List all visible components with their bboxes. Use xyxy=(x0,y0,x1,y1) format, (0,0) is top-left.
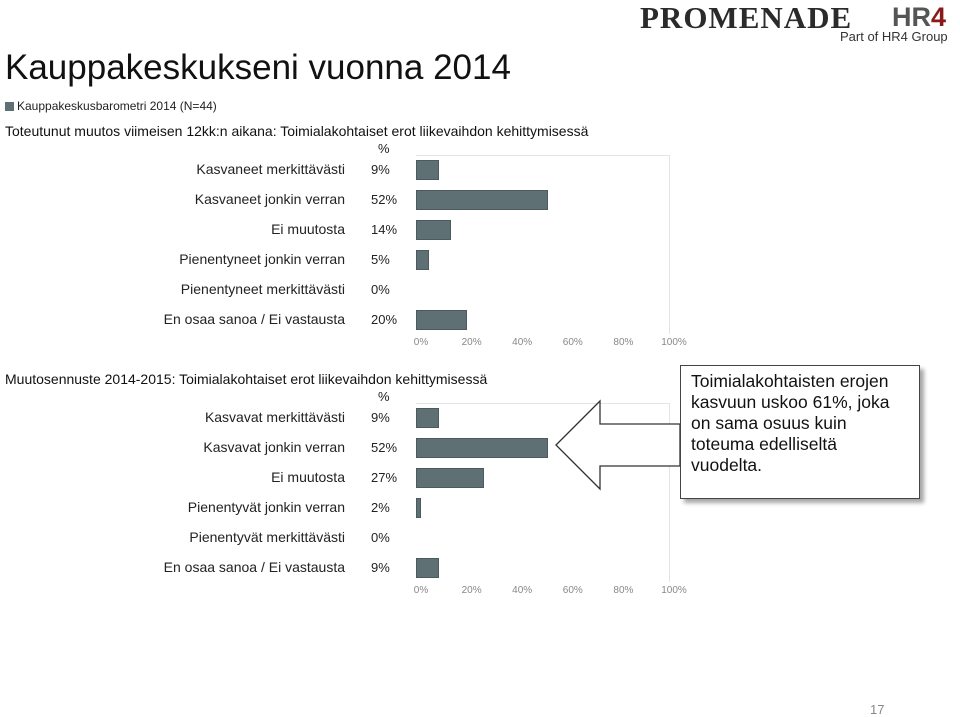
legend-square-icon xyxy=(5,102,14,111)
page-title: Kauppakeskukseni vuonna 2014 xyxy=(5,48,511,87)
page-number: 17 xyxy=(870,702,885,717)
logo-wordmark: PROMENADE xyxy=(640,0,853,35)
value-label: 14% xyxy=(371,222,398,237)
category-label: Kasvavat jonkin verran xyxy=(203,439,345,455)
bar xyxy=(416,250,429,270)
x-tick-label: 100% xyxy=(661,585,687,596)
x-tick-label: 40% xyxy=(512,337,533,348)
value-label: 2% xyxy=(371,500,390,515)
x-tick-label: 80% xyxy=(613,337,634,348)
subtitle xyxy=(5,99,217,113)
chart-1-percent-header: % xyxy=(378,141,390,156)
x-tick-label: 80% xyxy=(613,585,634,596)
category-label: Pienentyvät jonkin verran xyxy=(187,499,345,515)
plot-frame xyxy=(416,155,670,334)
callout-box: Toimialakohtaisten erojen kasvuun uskoo 61%, joka on sama osuus kuin toteuma edelliseltä vuodelta. xyxy=(680,365,920,499)
value-label: 0% xyxy=(371,282,390,297)
value-label: 9% xyxy=(371,560,390,575)
x-tick-label: 60% xyxy=(562,337,583,348)
value-label: 9% xyxy=(371,162,390,177)
category-label: Pienentyneet jonkin verran xyxy=(179,251,345,267)
category-label: En osaa sanoa / Ei vastausta xyxy=(163,559,345,575)
x-tick-label: 0% xyxy=(413,585,429,596)
bar xyxy=(416,190,548,210)
value-label: 52% xyxy=(371,440,398,455)
subtitle-text: Kauppakeskusbarometri 2014 (N=44) xyxy=(17,99,217,113)
bar xyxy=(416,160,439,180)
x-tick-label: 20% xyxy=(461,337,482,348)
logo-hr-text: HR xyxy=(892,2,931,32)
category-label: En osaa sanoa / Ei vastausta xyxy=(163,311,345,327)
callout-arrow-icon xyxy=(550,395,682,495)
plot-area xyxy=(416,155,676,333)
category-label: Pienentyneet merkittävästi xyxy=(180,281,345,297)
chart-2-percent-header: % xyxy=(378,389,390,404)
value-label: 27% xyxy=(371,470,398,485)
bar xyxy=(416,438,548,458)
bar xyxy=(416,468,484,488)
bar xyxy=(416,310,467,330)
value-label: 5% xyxy=(371,252,390,267)
bar xyxy=(416,498,421,518)
category-label: Pienentyvät merkittävästi xyxy=(189,529,345,545)
logo-four-text: 4 xyxy=(931,2,947,32)
chart-2-title: Muutosennuste 2014-2015: Toimialakohtaiset erot liikevaihdon kehittymisessä xyxy=(5,371,488,387)
chart-1-title: Toteutunut muutos viimeisen 12kk:n aikana: Toimialakohtaiset erot liikevaihdon kehittymisessä xyxy=(5,123,589,139)
promenade-hr4-logo xyxy=(640,0,948,44)
category-label: Ei muutosta xyxy=(271,469,345,485)
x-tick-label: 20% xyxy=(461,585,482,596)
value-label: 52% xyxy=(371,192,398,207)
bar xyxy=(416,558,439,578)
logo-tagline: Part of HR4 Group xyxy=(840,29,948,44)
x-tick-label: 0% xyxy=(413,337,429,348)
bar xyxy=(416,220,451,240)
category-label: Kasvaneet jonkin verran xyxy=(194,191,345,207)
category-label: Kasvavat merkittävästi xyxy=(204,409,345,425)
bar xyxy=(416,408,439,428)
value-label: 0% xyxy=(371,530,390,545)
x-tick-label: 60% xyxy=(562,585,583,596)
x-tick-label: 40% xyxy=(512,585,533,596)
value-label: 9% xyxy=(371,410,390,425)
category-label: Ei muutosta xyxy=(271,221,345,237)
value-label: 20% xyxy=(371,312,398,327)
x-tick-label: 100% xyxy=(661,337,687,348)
category-label: Kasvaneet merkittävästi xyxy=(196,161,345,177)
